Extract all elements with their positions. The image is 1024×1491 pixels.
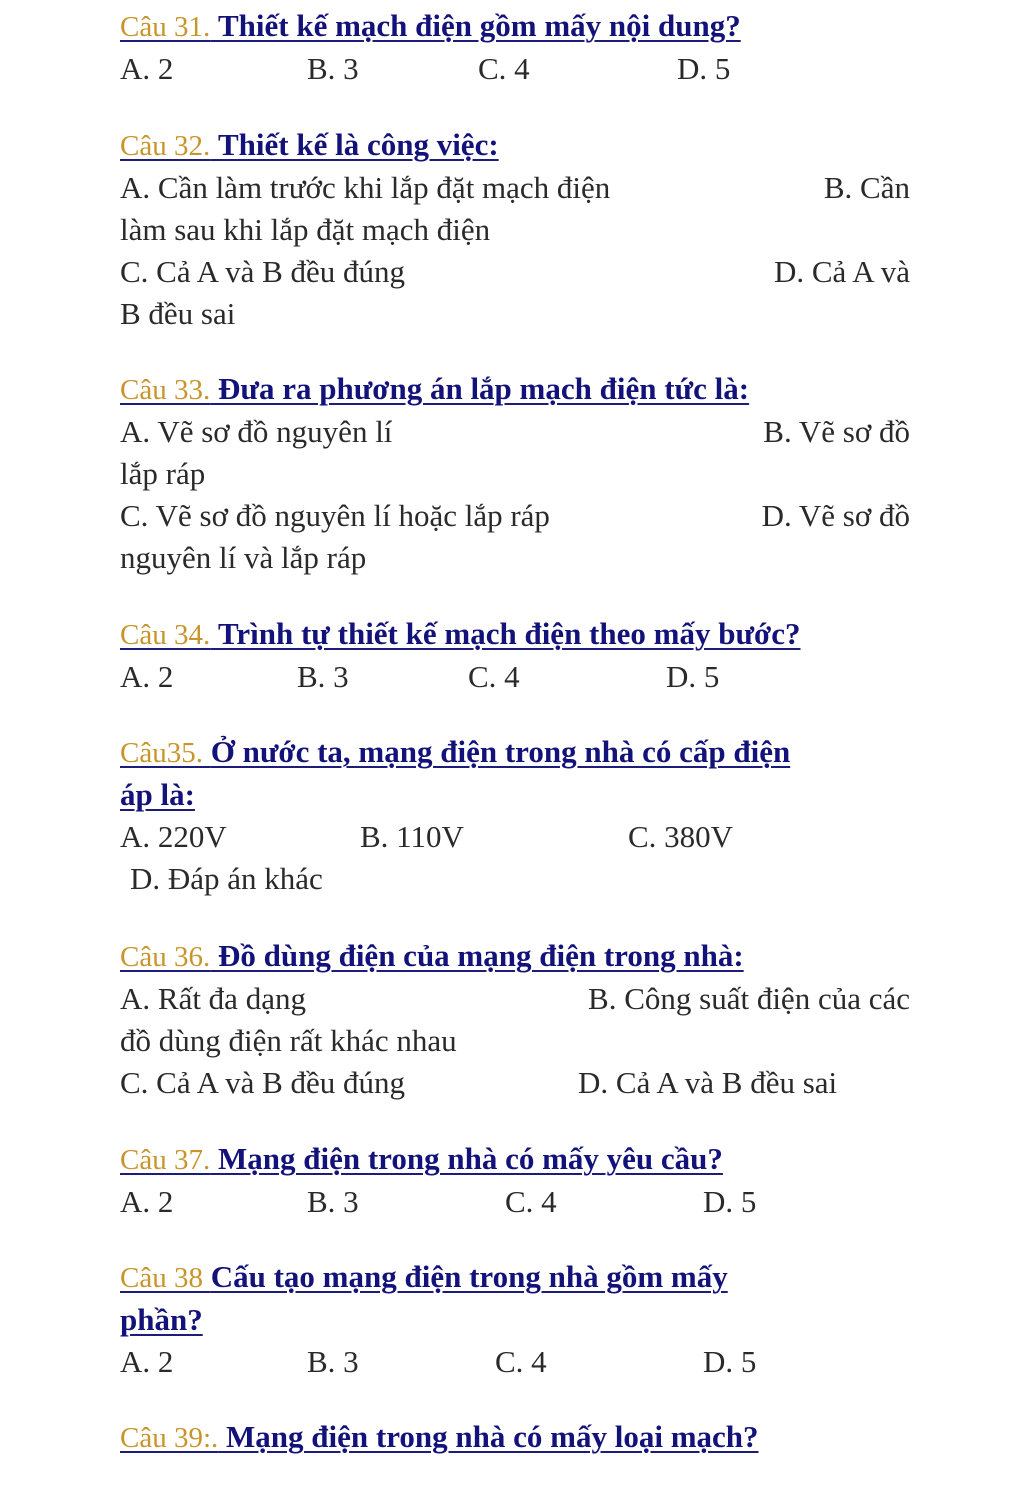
question-34-options [120, 656, 910, 698]
question-37-title: Mạng điện trong nhà có mấy yêu cầu? [217, 1141, 723, 1176]
question-36-number: Câu 36. [120, 941, 211, 973]
option-c: C. Vẽ sơ đồ nguyên lí hoặc lắp ráp [120, 498, 550, 533]
option-a: A. Vẽ sơ đồ nguyên lí [120, 414, 393, 449]
option-b-part1: B. Công suất điện của các [588, 981, 910, 1016]
option-a: A. 2 [120, 1184, 174, 1219]
option-c: C. 4 [495, 1344, 547, 1379]
option-c: C. Cả A và B đều đúng [120, 1065, 406, 1100]
question-35-heading-line-1 [120, 731, 910, 774]
option-b: B. 3 [297, 659, 349, 694]
option-a: A. 2 [120, 1344, 174, 1379]
option-b-part2: đồ dùng điện rất khác nhau [120, 1023, 457, 1058]
question-36 [120, 935, 910, 1104]
question-39 [120, 1416, 910, 1459]
option-b: B. 110V [360, 819, 464, 854]
question-33-heading [120, 368, 910, 411]
option-d-part2: nguyên lí và lắp ráp [120, 540, 367, 575]
question-38-heading-line-1 [120, 1256, 910, 1299]
question-33-option-row-1 [120, 411, 910, 453]
option-c: C. 380V [628, 819, 734, 854]
question-38-options [120, 1341, 910, 1383]
option-a: A. 2 [120, 51, 174, 86]
option-b-part2: làm sau khi lắp đặt mạch điện [120, 212, 491, 247]
question-36-heading [120, 935, 910, 978]
question-35-heading-line-2 [120, 774, 910, 816]
question-31-number: Câu 31. [120, 11, 211, 43]
question-33-option-row-2 [120, 495, 910, 537]
question-38-heading-line-2 [120, 1299, 910, 1341]
question-39-heading [120, 1416, 910, 1459]
question-34 [120, 613, 910, 698]
question-35 [120, 731, 910, 900]
option-b: B. 3 [307, 1184, 359, 1219]
option-d: D. 5 [703, 1184, 757, 1219]
option-b: B. 3 [307, 1344, 359, 1379]
question-37-options [120, 1181, 910, 1223]
question-33-number: Câu 33. [120, 374, 211, 406]
question-34-title: Trình tự thiết kế mạch điện theo mấy bước? [217, 616, 801, 651]
question-35-title-part1: Ở nước ta, mạng điện trong nhà có cấp điện [210, 734, 791, 769]
option-c: C. 4 [468, 659, 520, 694]
question-37-number: Câu 37. [120, 1144, 211, 1176]
question-32-title: Thiết kế là công việc: [217, 127, 499, 162]
question-38-title-part2: phần? [120, 1302, 203, 1337]
question-32-option-row-1 [120, 167, 910, 209]
question-39-number: Câu 39:. [120, 1422, 219, 1454]
option-a: A. 2 [120, 659, 174, 694]
option-a: A. Cần làm trước khi lắp đặt mạch điện [120, 170, 611, 205]
option-b-part1: B. Cần [823, 170, 910, 205]
question-38 [120, 1256, 910, 1383]
question-31-title: Thiết kế mạch điện gồm mấy nội dung? [217, 8, 741, 43]
question-38-number: Câu 38 [120, 1262, 203, 1294]
option-c: C. 4 [478, 51, 530, 86]
option-a: A. Rất đa dạng [120, 981, 306, 1016]
question-32-heading [120, 124, 910, 167]
question-39-title: Mạng điện trong nhà có mấy loại mạch? [226, 1419, 759, 1454]
question-38-title-part1: Cấu tạo mạng điện trong nhà gồm mấy [210, 1259, 728, 1294]
option-d: D. Đáp án khác [130, 861, 323, 896]
option-b-part1: B. Vẽ sơ đồ [763, 414, 910, 449]
question-36-option-row-2 [120, 1062, 910, 1104]
question-32-option-row-2 [120, 251, 910, 293]
question-33 [120, 368, 910, 579]
question-32-number: Câu 32. [120, 130, 211, 162]
option-d-part1: D. Vẽ sơ đồ [761, 498, 910, 533]
option-c: C. Cả A và B đều đúng [120, 254, 406, 289]
option-c: C. 4 [505, 1184, 557, 1219]
question-36-title: Đồ dùng điện của mạng điện trong nhà: [217, 938, 744, 973]
question-31 [120, 5, 910, 90]
option-d: D. Cả A và B đều sai [578, 1065, 838, 1100]
option-b-part2: lắp ráp [120, 456, 206, 491]
question-37 [120, 1138, 910, 1223]
question-37-heading [120, 1138, 910, 1181]
option-d: D. 5 [703, 1344, 757, 1379]
option-b: B. 3 [307, 51, 359, 86]
option-d: D. 5 [677, 51, 731, 86]
question-35-options [120, 816, 910, 858]
question-35-number: Câu35. [120, 737, 203, 769]
option-d-part2: B đều sai [120, 296, 236, 331]
option-d-part1: D. Cả A và [773, 254, 910, 289]
question-34-heading [120, 613, 910, 656]
question-34-number: Câu 34. [120, 619, 211, 651]
option-d: D. 5 [666, 659, 720, 694]
question-35-title-part2: áp là: [120, 777, 195, 812]
option-a: A. 220V [120, 819, 227, 854]
question-36-option-row-1 [120, 978, 910, 1020]
question-32 [120, 124, 910, 335]
question-33-title: Đưa ra phương án lắp mạch điện tức là: [217, 371, 750, 406]
question-31-heading [120, 5, 910, 48]
question-31-options [120, 48, 910, 90]
